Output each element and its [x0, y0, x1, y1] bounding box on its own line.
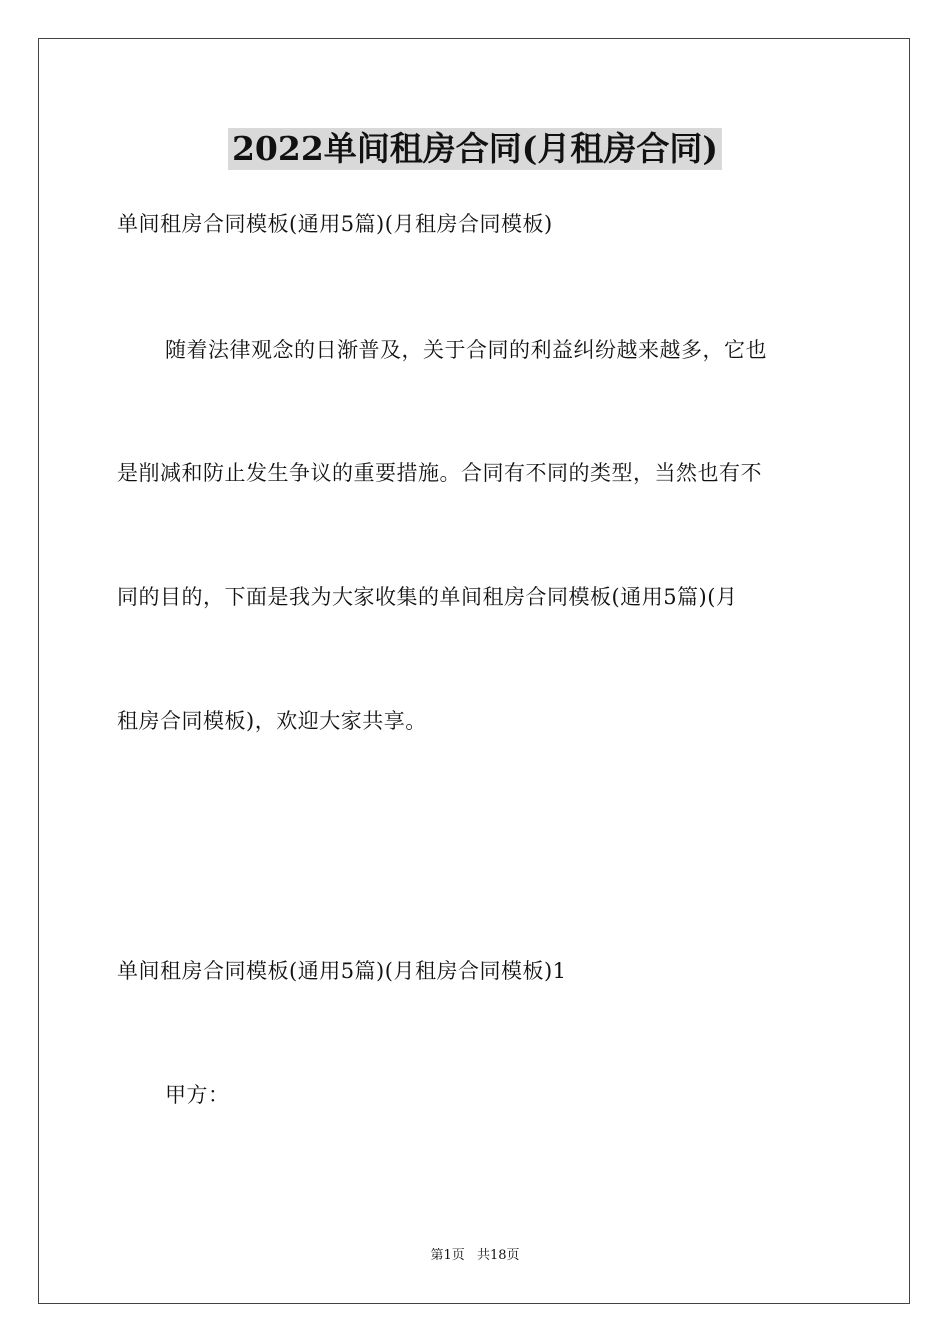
- intro-line-4: 租房合同模板)，欢迎大家共享。: [117, 709, 427, 733]
- section-heading: 单间租房合同模板(通用5篇)(月租房合同模板)1: [117, 959, 567, 983]
- document-title: 2022单间租房合同(月租房合同): [228, 128, 722, 170]
- intro-line-1: 随着法律观念的日渐普及，关于合同的利益纠纷越来越多，它也: [165, 338, 767, 362]
- total-pages: 共18页: [476, 1248, 520, 1263]
- party-a-label: 甲方：: [165, 1083, 230, 1107]
- page-number: 第1页: [430, 1248, 465, 1263]
- title-wrap: [0, 128, 950, 170]
- page-footer: [0, 1247, 950, 1265]
- intro-line-2: 是削减和防止发生争议的重要措施。合同有不同的类型，当然也有不: [117, 461, 762, 485]
- intro-line-3: 同的目的，下面是我为大家收集的单间租房合同模板(通用5篇)(月: [117, 585, 738, 609]
- document-subtitle: 单间租房合同模板(通用5篇)(月租房合同模板): [117, 212, 553, 236]
